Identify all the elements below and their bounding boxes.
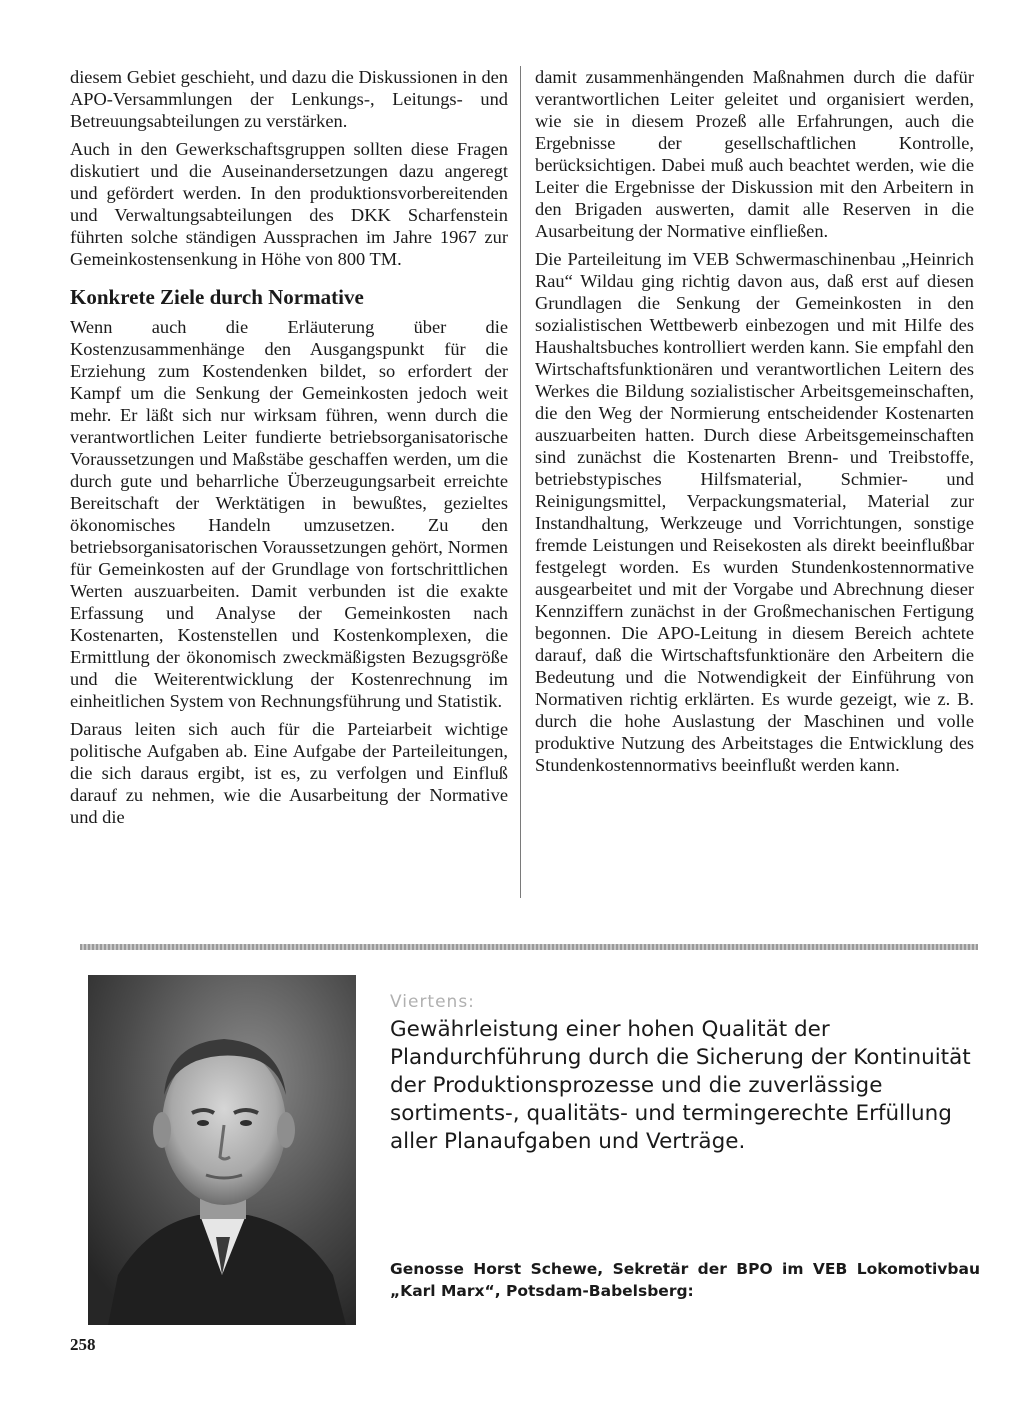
feature-kicker: Viertens:: [390, 992, 475, 1012]
left-paragraph-3: Wenn auch die Erläuterung über die Kostenzusammenhänge den Ausgangspunkt für die Erziehung zum Kostendenken bildet, so erfordert der Kampf um die Senkung der Gemeinkosten jedoch weit mehr. Er läßt sich nur wirksam führen, wenn durch die verantwortlichen Leiter fundierte betriebsorganisatorische Voraussetzungen und Maßstäbe geschaffen werden, um die durch gute und beharrliche Überzeugungsarbeit erreichte Bereitschaft der Werktätigen in bewußtes, gezieltes ökonomisches Handeln umzusetzen. Zu den betriebsorganisatorischen Voraussetzungen gehört, Normen für Gemeinkosten auf der Grundlage von fortschrittlichen Werten auszuarbeiten. Damit verbunden ist die exakte Erfassung und Analyse der Gemeinkosten nach Kostenarten, Kostenstellen und Kostenkomplexen, die Ermittlung der ökonomisch zweckmäßigsten Bezugsgröße und die Weiterentwicklung der Kostenrechnung im einheitlichen System von Rechnungsführung und Statistik.: [70, 317, 508, 711]
left-column: [70, 66, 508, 834]
portrait-image: [88, 975, 356, 1325]
right-paragraph-1: damit zusammenhängenden Maßnahmen durch die dafür verantwortlichen Leiter geleitet und organisiert werden, wie sie in diesem Prozeß alle Erfahrungen, auch die Ergebnisse der gesellschaftlichen Kontrolle, berücksichtigen. Dabei muß auch beachtet werden, wie die Leiter die Ergebnisse der Diskussion mit den Arbeitern in den Brigaden auswerten, damit alle Reserven in die Ausarbeitung der Normative einfließen.: [535, 67, 974, 241]
section-rule: [80, 944, 978, 950]
left-paragraph-1: diesem Gebiet geschieht, und dazu die Diskussionen in den APO-Versammlungen der Lenkungs-, Leitungs- und Betreuungsabteilungen zu verstärken.: [70, 67, 508, 131]
left-paragraph-4: Daraus leiten sich auch für die Parteiarbeit wichtige politische Aufgaben ab. Eine Aufgabe der Parteileitungen, die sich daraus ergibt, ist es, zu verfolgen und Einfluß darauf zu nehmen, wie die Ausarbeitung der Normative und die: [70, 719, 508, 827]
right-paragraph-2: Die Parteileitung im VEB Schwermaschinenbau „Heinrich Rau“ Wildau ging richtig davon aus, daß erst auf diesen Grundlagen die Senkung der Gemeinkosten in den sozialistischen Wettbewerb einbezogen und mit Hilfe des Haushaltsbuches kontrolliert werden kann. Sie empfahl den Wirtschaftsfunktionären und verantwortlichen Leitern des Werkes die Bildung sozialistischer Arbeitsgemeinschaften, die den Weg der Normierung entscheidender Kostenarten auszuarbeiten hatten. Durch diese Arbeitsgemeinschaften sind zunächst die Kostenarten Brenn- und Treibstoffe, betriebstypisches Hilfsmaterial, Schmier- und Reinigungsmittel, Verpackungsmaterial, Material zur Instandhaltung, Werkzeuge und Vorrichtungen, sonstige fremde Leistungen und Reisekosten als direkt beeinflußbar festgelegt worden. Es wurden Stundenkostennormative ausgearbeitet und mit der Vorgabe und Abrechnung dieser Kennziffern zunächst in der Großmechanischen Fertigung begonnen. Die APO-Leitung in diesem Bereich achtete darauf, daß die Wirtschaftsfunktionäre den Arbeitern die Bedeutung und die Notwendigkeit der Einführung von Normativen richtig erklärten. Es wurde gezeigt, wie z. B. durch die hohe Auslastung der Maschinen und volle produktive Nutzung des Arbeitstages die Entwicklung des Stundenkostennormativs beeinflußt werden kann.: [535, 249, 974, 775]
page-number: 258: [70, 1335, 96, 1354]
feature-headline: Gewährleistung einer hohen Qualität der Plandurchführung durch die Sicherung der Kontinuität der Produktionsprozesse und die zuverlässige sortiments-, qualitäts- und termingerechte Erfüllung aller Planaufgaben und Verträge.: [390, 1017, 971, 1154]
left-paragraph-2: Auch in den Gewerkschaftsgruppen sollten diese Fragen diskutiert und die Auseinandersetzungen dazu angeregt und gefördert werden. In den produktionsvorbereitenden und Verwaltungsabteilungen des DKK Scharfenstein führten solche ständigen Aussprachen im Jahre 1967 zur Gemeinkostensenkung in Höhe von 800 TM.: [70, 139, 508, 269]
photo-caption: Genosse Horst Schewe, Sekretär der BPO im VEB Lokomotivbau „Karl Marx“, Potsdam-Babelsberg:: [390, 1260, 980, 1300]
right-column: [535, 66, 974, 782]
section-heading: Konkrete Ziele durch Normative: [70, 285, 364, 309]
portrait-photo: [88, 975, 356, 1325]
column-divider: [520, 66, 521, 898]
